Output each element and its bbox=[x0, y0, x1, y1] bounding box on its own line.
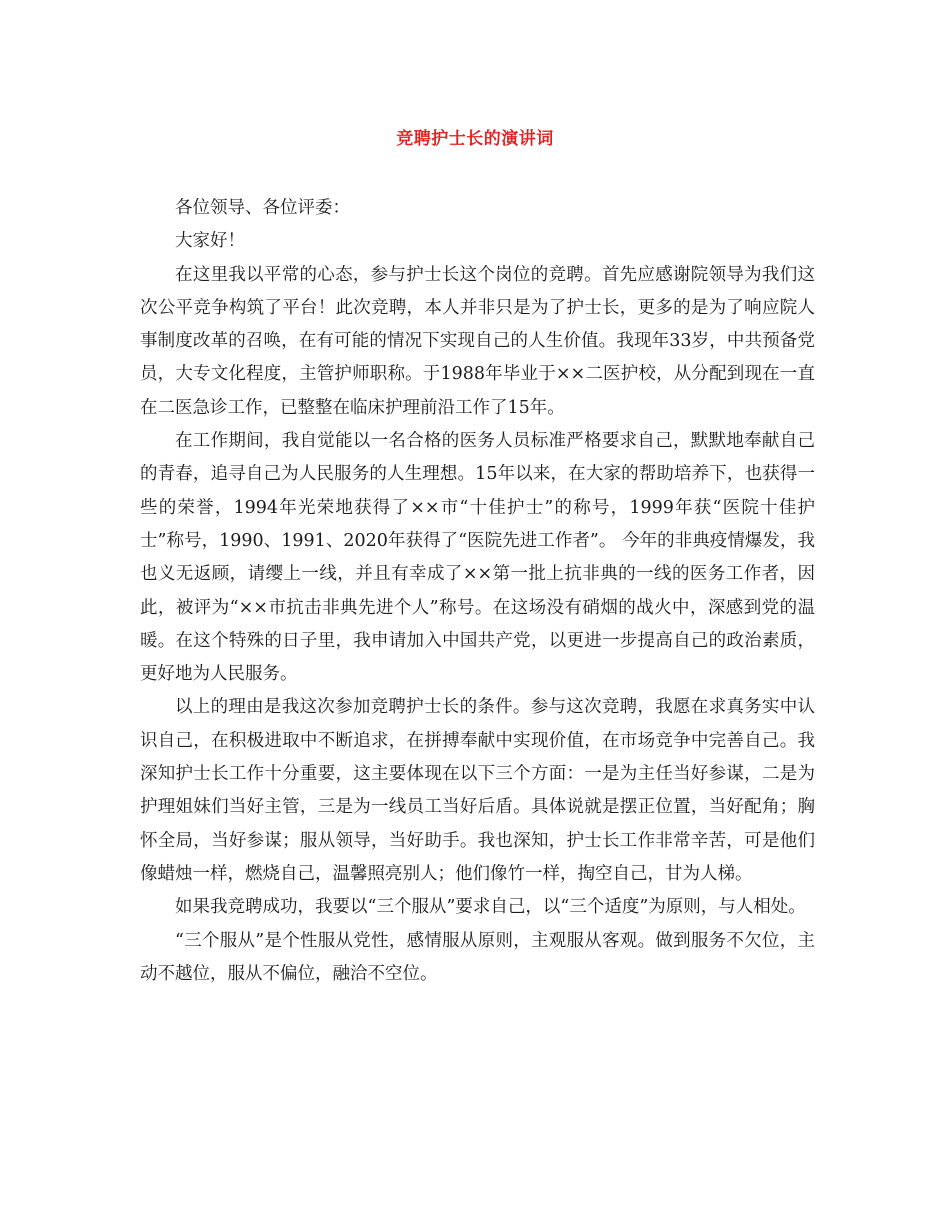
paragraph-three-obediences: “三个服从”是个性服从党性，感情服从原则，主观服从客观。做到服务不欠位，主动不越位，服从不偏位，融洽不空位。 bbox=[140, 930, 815, 984]
paragraph-qualifications: 以上的理由是我这次参加竞聘护士长的条件。参与这次竞聘，我愿在求真务实中认识自己，在积极进取中不断追求，在拼搏奉献中实现价值，在市场竞争中完善自己。我深知护士长工作十分重要，这主要体现在以下三个方面：一是为主任当好参谋，二是为护理姐妹们当好主管，三是为一线员工当好后盾。具体说就是摆正位置，当好配角；胸怀全局，当好参谋；服从领导，当好助手。我也深知，护士长工作非常辛苦，可是他们像蜡烛一样，燃烧自己，温馨照亮别人；他们像竹一样，掏空自己，甘为人梯。 bbox=[140, 697, 815, 884]
paragraph-introduction: 在这里我以平常的心态，参与护士长这个岗位的竞聘。首先应感谢院领导为我们这次公平竞争构筑了平台！此次竞聘，本人并非只是为了护士长，更多的是为了响应院人事制度改革的召唤，在有可能的情况下实现自己的人生价值。我现年33岁，中共预备党员，大专文化程度，主管护师职称。于1988年毕业于××二医护校，从分配到现在一直在二医急诊工作，已整整在临床护理前沿工作了15年。 bbox=[140, 264, 815, 418]
paragraph-principles: 如果我竞聘成功，我要以“三个服从”要求自己，以“三个适度”为原则，与人相处。 bbox=[175, 897, 806, 918]
document-title: 竞聘护士长的演讲词 bbox=[396, 129, 554, 149]
salutation: 各位领导、各位评委： bbox=[175, 198, 350, 218]
greeting: 大家好！ bbox=[175, 231, 245, 252]
paragraph-work-history: 在工作期间，我自觉能以一名合格的医务人员标准严格要求自己，默默地奉献自己的青春，追寻自己为人民服务的人生理想。15年以来，在大家的帮助培养下，也获得一些的荣誉，1994年光荣地获得了××市“十佳护士”的称号，1999年获“医院十佳护士”称号，1990、1991、2020年获得了“医院先进工作者”。 今年的非典疫情爆发，我也义无返顾，请缨上一线，并且有幸成了××第一批上抗非典的一线的医务工作者，因此，被评为“××市抗击非典先进个人”称号。在这场没有硝烟的战火中，深感到党的温暖。在这个特殊的日子里，我申请加入中国共产党，以更进一步提高自己的政治素质，更好地为人民服务。 bbox=[140, 431, 815, 685]
document-body bbox=[140, 192, 815, 991]
